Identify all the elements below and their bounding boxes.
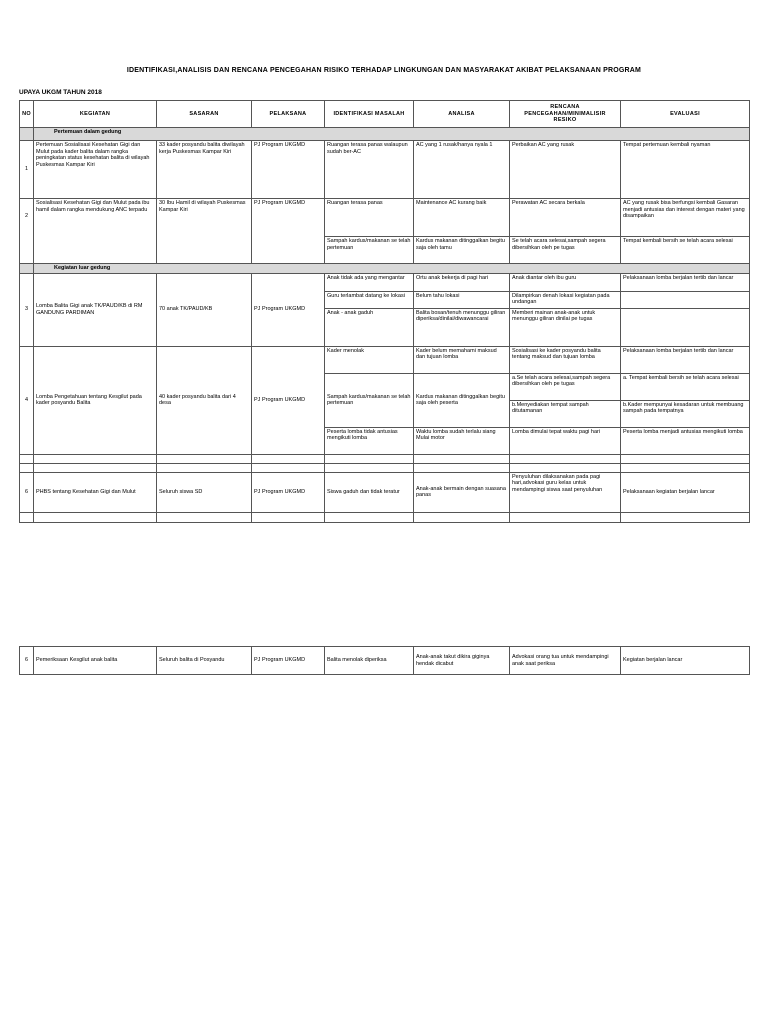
cell-evaluasi: Tempat kembali bersih se telah acara selesai xyxy=(621,237,750,264)
header-kegiatan: KEGIATAN xyxy=(34,101,157,128)
cell-sasaran: Seluruh siswa SD xyxy=(157,472,252,512)
cell-analisa: Ortu anak bekerja di pagi hari xyxy=(414,273,510,291)
cell-sasaran: 30 Ibu Hamil di wilayah Puskesmas Kampar Kiri xyxy=(157,199,252,264)
risk-table xyxy=(19,100,750,523)
table-row-empty xyxy=(20,512,750,522)
cell-kegiatan: Sosialisasi Kesehatan Gigi dan Mulut pada ibu hamil dalam rangka mendukung ANC terpadu xyxy=(34,199,157,264)
cell-sasaran: 70 anak TK/PAUD/KB xyxy=(157,273,252,346)
cell-rencana: Sosialisasi ke kader posyandu balita tentang maksud dan tujuan lomba xyxy=(510,346,621,373)
cell-evaluasi-b: b.Kader mempunyai kesadaran untuk membuang sampah pada tempatnya xyxy=(621,400,750,427)
page-title: IDENTIFIKASI,ANALISIS DAN RENCANA PENCEGAHAN RISIKO TERHADAP LINGKUNGAN DAN MASYARAKAT AKIBAT PELAKSANAAN PROGRAM xyxy=(126,67,642,74)
cell-evaluasi: Tempat pertemuan kembali nyaman xyxy=(621,141,750,199)
cell-evaluasi: Peserta lomba menjadi antusias mengikuti lomba xyxy=(621,427,750,454)
cell-rencana: Perbaikan AC yang rusak xyxy=(510,141,621,199)
header-row xyxy=(20,101,750,128)
cell-pelaksana: PJ Program UKGMD xyxy=(252,647,325,675)
cell-identifikasi: Peserta lomba tidak antusias mengikuti lomba xyxy=(325,427,414,454)
cell-rencana: Penyuluhan dilaksanakan pada pagi hari,advokasi guru kelas untuk mendampingi siswa saat penyuluhan xyxy=(510,472,621,512)
row-no: 1 xyxy=(20,141,34,199)
table-row xyxy=(20,346,750,373)
header-rencana: RENCANA PENCEGAHAN/MINIMALISIR RESIKO xyxy=(510,101,621,128)
cell-pelaksana: PJ Program UKGMD xyxy=(252,472,325,512)
cell-analisa: Maintenance AC kurang baik xyxy=(414,199,510,237)
cell-analisa: Belum tahu lokasi xyxy=(414,291,510,308)
row-no: 2 xyxy=(20,199,34,264)
cell-analisa: Kardus makanan ditinggalkan begitu saja oleh peserta xyxy=(414,373,510,427)
cell-rencana: Perawatan AC secara berkala xyxy=(510,199,621,237)
row-no: 6 xyxy=(20,647,34,675)
table-row-empty xyxy=(20,463,750,472)
cell-analisa: Waktu lomba sudah terlalu siang Mulai motor xyxy=(414,427,510,454)
cell-analisa: Kardus makanan ditinggalkan begitu saja oleh tamu xyxy=(414,237,510,264)
cell-kegiatan: Pertemuan Sosialisasi Kesehatan Gigi dan Mulut pada kader balita dalam rangka peningkatan status kesehatan balita di wilayah Puskesmas Kampar Kiri xyxy=(34,141,157,199)
cell-identifikasi: Ruangan terasa panas walaupun sudah ber-AC xyxy=(325,141,414,199)
cell-analisa: Anak-anak takut dikira giginya hendak dicabut xyxy=(414,647,510,675)
table-row xyxy=(20,647,750,675)
cell-identifikasi: Anak - anak gaduh xyxy=(325,308,414,346)
section-row-luar xyxy=(20,264,750,274)
cell-pelaksana: PJ Program UKGMD xyxy=(252,199,325,264)
cell-rencana: Memberi mainan anak-anak untuk menunggu giliran dinilai pe tugas xyxy=(510,308,621,346)
cell-identifikasi: Siswa gaduh dan tidak teratur xyxy=(325,472,414,512)
row-no: 3 xyxy=(20,273,34,346)
cell-identifikasi: Sampah kardus/makanan se telah pertemuan xyxy=(325,237,414,264)
cell-pelaksana: PJ Program UKGMD xyxy=(252,346,325,454)
cell-rencana-a: a.Se telah acara selesai,sampah segera dibersihkan oleh pe tugas xyxy=(510,373,621,400)
row-no: 4 xyxy=(20,346,34,454)
cell-pelaksana: PJ Program UKGMD xyxy=(252,141,325,199)
cell-evaluasi: Pelaksanaan lomba berjalan tertib dan lancar xyxy=(621,346,750,373)
header-analisa: ANALISA xyxy=(414,101,510,128)
cell-kegiatan: PHBS tentang Kesehatan Gigi dan Mulut xyxy=(34,472,157,512)
cell-identifikasi: Anak tidak ada yang mengantar xyxy=(325,273,414,291)
cell-rencana-b: b.Menyediakan tempat sampah ditutamanan xyxy=(510,400,621,427)
cell-evaluasi xyxy=(621,291,750,308)
cell-kegiatan: Lomba Pengetahuan tentang Kesgilut pada kader posyandu Balita xyxy=(34,346,157,454)
table-row xyxy=(20,199,750,237)
section-label-luar: Kegiatan luar gedung xyxy=(34,264,750,274)
cell-evaluasi: Pelaksanaan kegiatan berjalan lancar xyxy=(621,472,750,512)
cell-evaluasi: Pelaksanaan lomba berjalan tertib dan lancar xyxy=(621,273,750,291)
page-subtitle: UPAYA UKGM TAHUN 2018 xyxy=(19,89,102,96)
header-evaluasi: EVALUASI xyxy=(621,101,750,128)
cell-analisa: Kader belum memahami maksud dan tujuan lomba xyxy=(414,346,510,373)
cell-identifikasi: Guru terlambat datang ke lokasi xyxy=(325,291,414,308)
header-no: NO xyxy=(20,101,34,128)
cell-rencana: Anak diantar oleh ibu guru xyxy=(510,273,621,291)
cell-sasaran: 40 kader posyandu balita dari 4 desa xyxy=(157,346,252,454)
cell-sasaran: 33 kader posyandu balita diwilayah kerja Puskesmas Kampar Kiri xyxy=(157,141,252,199)
cell-identifikasi: Kader menolak xyxy=(325,346,414,373)
table-row xyxy=(20,472,750,512)
risk-table-continued xyxy=(19,646,750,675)
section-label-dalam: Pertemuan dalam gedung xyxy=(34,128,750,141)
cell-identifikasi: Ruangan terasa panas xyxy=(325,199,414,237)
cell-evaluasi: AC yang rusak bisa berfungsi kembali Gasaran menjadi antusias dan interest dengan materi yang disampaikan xyxy=(621,199,750,237)
cell-identifikasi: Sampah kardus/makanan se telah pertemuan xyxy=(325,373,414,427)
cell-pelaksana: PJ Program UKGMD xyxy=(252,273,325,346)
table-row xyxy=(20,141,750,199)
cell-kegiatan: Lomba Balita Gigi anak TK/PAUD/KB di RM GANDUNG PARDIMAN xyxy=(34,273,157,346)
cell-rencana: Advokasi orang tua untuk mendampingi anak saat periksa xyxy=(510,647,621,675)
cell-sasaran: Seluruh balita di Posyandu xyxy=(157,647,252,675)
header-sasaran: SASARAN xyxy=(157,101,252,128)
cell-rencana: Lomba dimulai tepat waktu pagi hari xyxy=(510,427,621,454)
row-no: 6 xyxy=(20,472,34,512)
header-pelaksana: PELAKSANA xyxy=(252,101,325,128)
cell-kegiatan: Pemeriksaan Kesgilut anak balita xyxy=(34,647,157,675)
cell-analisa: AC yang 1 rusak/hanya nyala 1 xyxy=(414,141,510,199)
cell-evaluasi-a: a. Tempat kembali bersih se telah acara selesai xyxy=(621,373,750,400)
cell-analisa: Anak-anak bermain dengan suasana panas xyxy=(414,472,510,512)
table-row-empty xyxy=(20,454,750,463)
cell-analisa: Balita bosan/tenuh menunggu giliran diperiksa/dinilai/diwawancarai xyxy=(414,308,510,346)
header-identifikasi: IDENTIFIKASI MASALAH xyxy=(325,101,414,128)
cell-rencana: Dilampirkan denah lokasi kegiatan pada undangan xyxy=(510,291,621,308)
cell-evaluasi: Kegiatan berjalan lancar xyxy=(621,647,750,675)
cell-identifikasi: Balita menolak diperiksa xyxy=(325,647,414,675)
table-row xyxy=(20,273,750,291)
cell-rencana: Se telah acara selesai,sampah segera dibersihkan oleh pe tugas xyxy=(510,237,621,264)
section-row-dalam xyxy=(20,128,750,141)
cell-evaluasi xyxy=(621,308,750,346)
